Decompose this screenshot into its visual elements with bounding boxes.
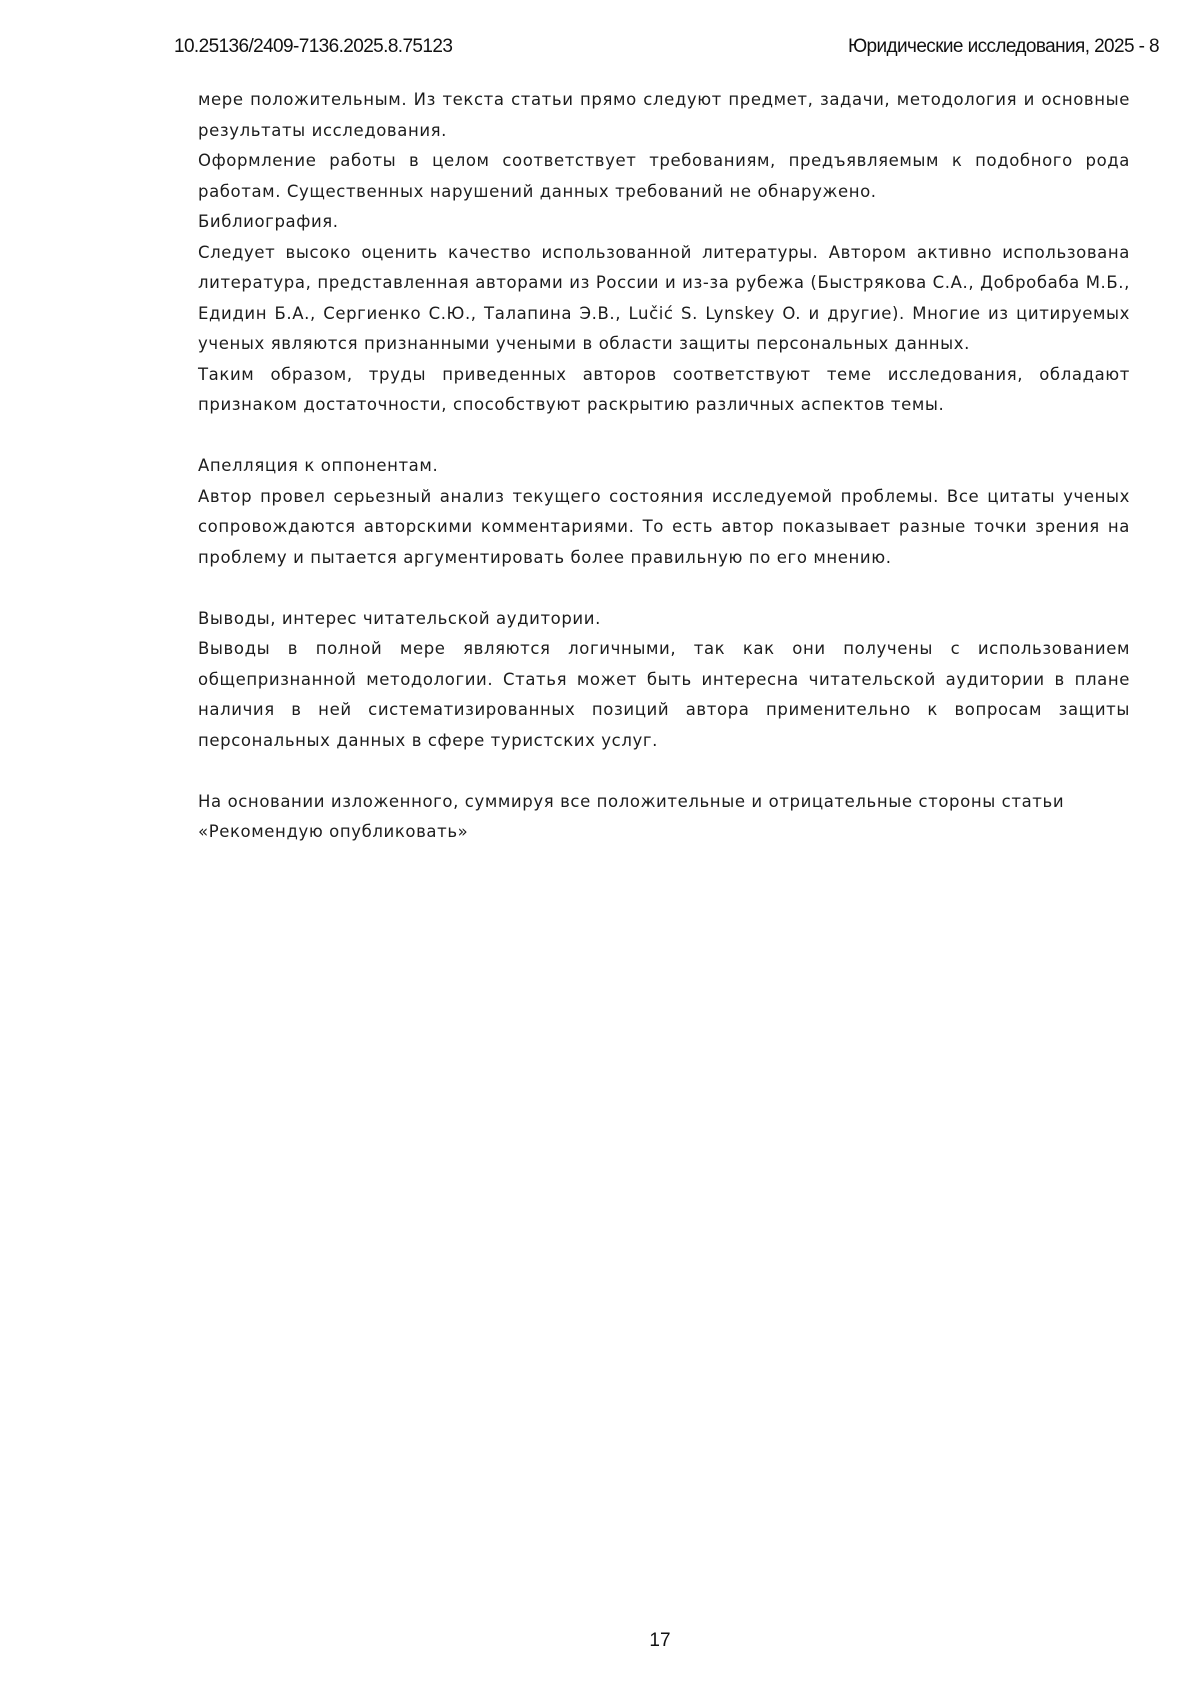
doi-header: 10.25136/2409-7136.2025.8.75123 xyxy=(174,36,453,57)
recommendation: «Рекомендую опубликовать» xyxy=(198,822,469,841)
paragraph-formatting: Оформление работы в целом соответствует требованиям, предъявляемым к подобного рода работам. Существенных нарушений данных требований не обнаружено. xyxy=(198,151,1130,201)
paragraph-conclusions: Выводы в полной мере являются логичными, так как они получены с использованием общепризнанной методологии. Статья может быть интересна читательской аудитории в плане наличия в ней систематизированных позиций автора применительно к вопросам защиты персональных данных в сфере туристских услуг. xyxy=(198,639,1130,750)
paragraph-opponents: Автор провел серьезный анализ текущего состояния исследуемой проблемы. Все цитаты ученых сопровождаются авторскими комментариями. То есть автор показывает разные точки зрения на проблему и пытается аргументировать более правильную по его мнению. xyxy=(198,486,1130,567)
heading-opponents: Апелляция к оппонентам. xyxy=(198,456,439,475)
paragraph-bibliography-summary: Таким образом, труды приведенных авторов соответствуют теме исследования, обладают признаком достаточности, способствуют раскрытию различных аспектов темы. xyxy=(198,364,1130,414)
page-number: 17 xyxy=(649,1630,671,1651)
heading-bibliography: Библиография. xyxy=(198,212,339,231)
journal-header: Юридические исследования, 2025 - 8 xyxy=(847,36,1159,57)
paragraph-summary: На основании изложенного, суммируя все положительные и отрицательные стороны статьи xyxy=(198,791,1065,811)
paragraph-bibliography: Следует высоко оценить качество использованной литературы. Автором активно использована литература, представленная авторами из России и из-за рубежа (Быстрякова С.А., Добробаба М.Б., Едидин Б.А., Сергиенко С.Ю., Талапина Э.В., Lučić S. Lynskey O. и другие). Многие из цитируемых ученых являются признанными учеными в области защиты персональных данных. xyxy=(198,242,1130,353)
heading-conclusions: Выводы, интерес читательской аудитории. xyxy=(198,608,601,628)
paragraph-intro-continuation: мере положительным. Из текста статьи прямо следуют предмет, задачи, методология и основные результаты исследования. xyxy=(198,90,1130,140)
review-text xyxy=(198,85,1130,848)
